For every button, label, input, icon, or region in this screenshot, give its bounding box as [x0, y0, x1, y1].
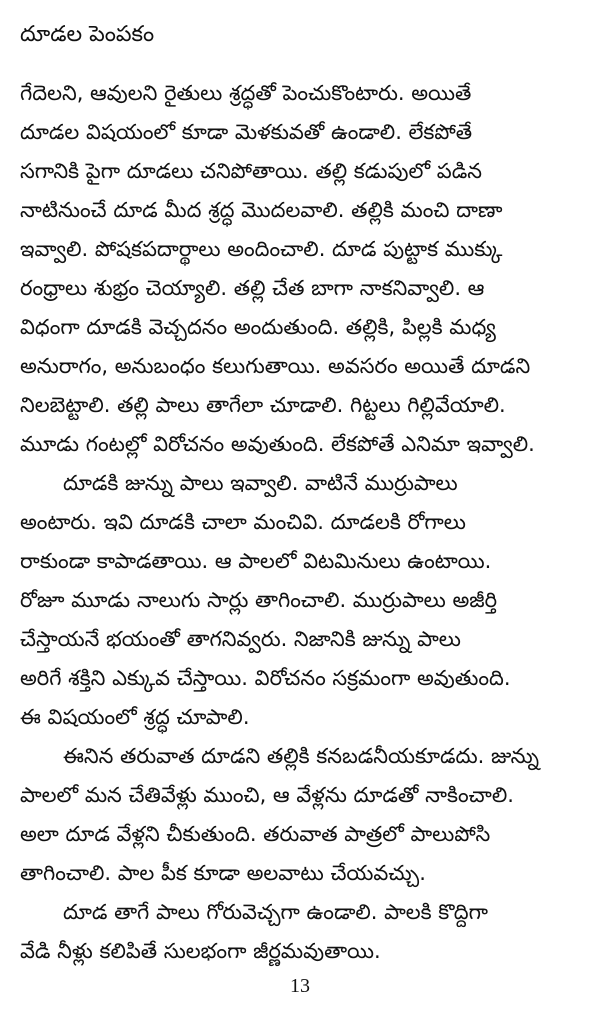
text-line: రంధ్రాలు శుభ్రం చెయ్యాలి. తల్లి చేత బాగా నాకనివ్వాలి. ఆ	[20, 276, 485, 300]
text-line: రోజూ మూడు నాలుగు సార్లు తాగించాలి. ముర్రుపాలు అజీర్తి	[20, 588, 498, 612]
text-line: గేదెలని, ఆవులని రైతులు శ్రద్ధతో పెంచుకొంటారు. అయితే	[20, 81, 472, 105]
text-line: అంటారు. ఇవి దూడకి చాలా మంచివి. దూడలకి రోగాలు	[20, 510, 466, 534]
paragraph-1	[20, 74, 580, 464]
text-line: చేస్తాయనే భయంతో తాగనివ్వరు. నిజానికి జున్ను పాలు	[20, 627, 461, 651]
text-line: సగానికి పైగా దూడలు చనిపోతాయి. తల్లి కడుపులో పడిన	[20, 159, 483, 183]
text-line: అలా దూడ వేళ్లని చీకుతుంది. తరువాత పాత్రలో పాలుపోసి	[20, 822, 491, 846]
text-line: రాకుండా కాపాడతాయి. ఆ పాలలో విటమినులు ఉంటాయి.	[20, 549, 492, 573]
text-line: నిలబెట్టాలి. తల్లి పాలు తాగేలా చూడాలి. గిట్టలు గిల్లివేయాలి.	[20, 393, 506, 417]
paragraph-4	[20, 893, 580, 971]
text-line: ఈనిన తరువాత దూడని తల్లికి కనబడనీయకూడదు. జున్ను	[63, 744, 540, 768]
text-line: అరిగే శక్తిని ఎక్కువ చేస్తాయి. విరోచనం సక్రమంగా అవుతుంది.	[20, 666, 511, 690]
text-line: దూడల విషయంలో కూడా మెళకువతో ఉండాలి. లేకపోతే	[20, 120, 473, 144]
page-number: 13	[290, 975, 310, 997]
text-line: తాగించాలి. పాల పీక కూడా అలవాటు చేయవచ్చు.	[20, 861, 426, 885]
text-line: మూడు గంటల్లో విరోచనం అవుతుంది. లేకపోతే ఎనిమా ఇవ్వాలి.	[20, 432, 535, 456]
text-line: నాటినుంచే దూడ మీద శ్రద్ధ మొదలవాలి. తల్లికి మంచి దాణా	[20, 198, 503, 222]
page-title: దూడల పెంపకం	[20, 22, 155, 47]
text-line: వేడి నీళ్లు కలిపితే సులభంగా జీర్ణమవుతాయి.	[20, 939, 381, 963]
text-line: అనురాగం, అనుబంధం కలుగుతాయి. అవసరం అయితే దూడని	[20, 354, 531, 378]
text-line: దూడకి జున్ను పాలు ఇవ్వాలి. వాటినే ముర్రుపాలు	[63, 471, 458, 495]
text-line: ఈ విషయంలో శ్రద్ధ చూపాలి.	[20, 705, 250, 729]
paragraph-3	[20, 737, 580, 893]
text-line: విధంగా దూడకి వెచ్చదనం అందుతుంది. తల్లికి, పిల్లకి మధ్య	[20, 315, 496, 339]
text-line: పాలలో మన చేతివేళ్లు ముంచి, ఆ వేళ్లను దూడతో నాకించాలి.	[20, 783, 514, 807]
text-line: ఇవ్వాలి. పోషకపదార్థాలు అందించాలి. దూడ పుట్టాక ముక్కు	[20, 237, 503, 261]
body-text	[20, 74, 580, 971]
text-line: దూడ తాగే పాలు గోరువెచ్చగా ఉండాలి. పాలకి కొద్దిగా	[63, 900, 488, 924]
paragraph-2	[20, 464, 580, 737]
